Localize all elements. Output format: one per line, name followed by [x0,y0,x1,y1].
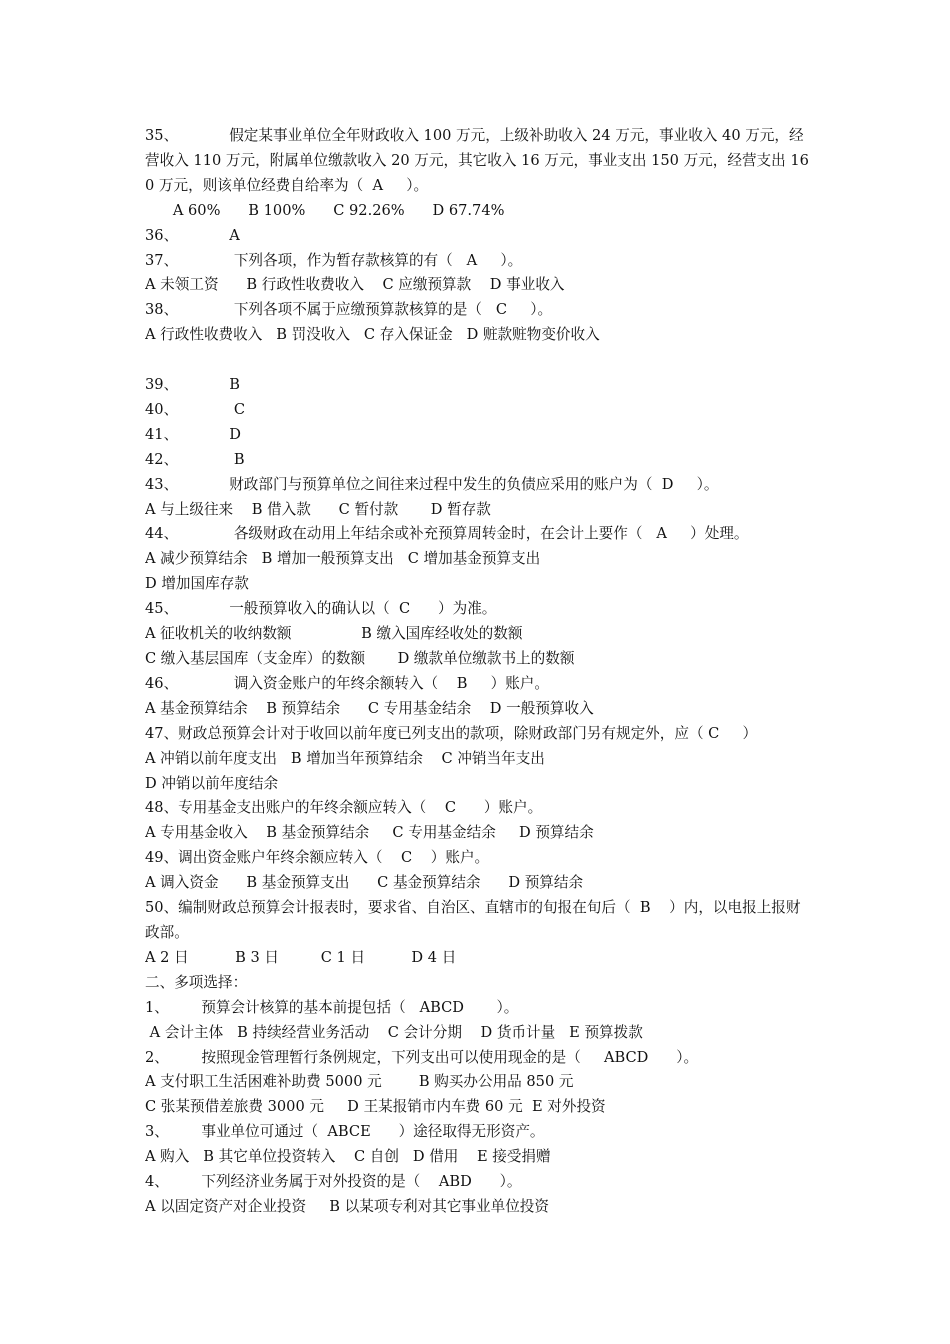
text-line: A 行政性收费收入 B 罚没收入 C 存入保证金 D 赃款赃物变价收入 [145,326,600,344]
text-line: 46、 调入资金账户的年终余额转入（ B ）账户。 [145,674,549,692]
text-line: 41、 D [145,425,241,443]
text-line: D 冲销以前年度结余 [145,774,279,792]
text-line: D 增加国库存款 [145,575,249,593]
text-line: A 未领工资 B 行政性收费收入 C 应缴预算款 D 事业收入 [145,276,565,294]
blank-line [145,348,813,373]
text-line: 42、 B [145,450,245,468]
text-line: A 2 日 B 3 日 C 1 日 D 4 日 [145,948,457,966]
document-body [145,124,813,1220]
text-line: 48、专用基金支出账户的年终余额应转入（ C ）账户。 [145,799,543,817]
text-line: A 60% B 100% C 92.26% D 67.74% [145,201,505,219]
text-line: 38、 下列各项不属于应缴预算款核算的是（ C ）。 [145,301,553,319]
text-line: A 专用基金收入 B 基金预算结余 C 专用基金结余 D 预算结余 [145,824,594,842]
text-line: 36、 A [145,226,240,244]
text-line: 2、 按照现金管理暂行条例规定，下列支出可以使用现金的是（ ABCD ）。 [145,1048,699,1066]
text-line: A 与上级往来 B 借入款 C 暂付款 D 暂存款 [145,500,491,518]
text-line: C 缴入基层国库（支金库）的数额 D 缴款单位缴款书上的数额 [145,650,575,668]
text-line: A 征收机关的收纳数额 B 缴入国库经收处的数额 [145,625,523,643]
text-line: C 张某预借差旅费 3000 元 D 王某报销市内车费 60 元 E 对外投资 [145,1098,606,1116]
text-line: 50、编制财政总预算会计报表时，要求省、自治区、直辖市的旬报在旬后（ B ）内，以电报上报财政部。 [145,899,801,941]
text-line: 3、 事业单位可通过（ ABCE ）途径取得无形资产。 [145,1123,545,1141]
text-line: 45、 一般预算收入的确认以（ C ）为准。 [145,600,497,618]
text-line: 44、 各级财政在动用上年结余或补充预算周转金时，在会计上要作（ A ）处理。 [145,525,749,543]
text-line: A 基金预算结余 B 预算结余 C 专用基金结余 D 一般预算收入 [145,699,594,717]
text-line: A 以固定资产对企业投资 B 以某项专利对其它事业单位投资 [145,1197,549,1215]
text-line: A 冲销以前年度支出 B 增加当年预算结余 C 冲销当年支出 [145,749,545,767]
text-line: A 减少预算结余 B 增加一般预算支出 C 增加基金预算支出 [145,550,541,568]
text-line: 43、 财政部门与预算单位之间往来过程中发生的负债应采用的账户为（ D ）。 [145,475,719,493]
text-line: 二、多项选择： [145,973,248,991]
text-line: 49、调出资金账户年终余额应转入（ C ）账户。 [145,849,490,867]
text-line: 35、 假定某事业单位全年财政收入 100 万元，上级补助收入 24 万元，事业收入 40 万元，经营收入 110 万元，附属单位缴款收入 20 万元，其它收入 16 万元，事业支出 150 万元，经营支出 160 万元，则该单位经费自给率为（ A ）。 [145,127,809,194]
text-line: 37、 下列各项，作为暂存款核算的有（ A ）。 [145,251,523,269]
text-line: A 调入资金 B 基金预算支出 C 基金预算结余 D 预算结余 [145,874,584,892]
text-line: 40、 C [145,400,245,418]
text-line: A 会计主体 B 持续经营业务活动 C 会计分期 D 货币计量 E 预算拨款 [145,1023,643,1041]
text-line: 1、 预算会计核算的基本前提包括（ ABCD ）。 [145,998,519,1016]
text-line: 4、 下列经济业务属于对外投资的是（ ABD ）。 [145,1173,522,1191]
text-line: A 购入 B 其它单位投资转入 C 自创 D 借用 E 接受捐赠 [145,1148,551,1166]
text-line: 47、财政总预算会计对于收回以前年度已列支出的款项，除财政部门另有规定外，应（ C ） [145,724,758,742]
text-line: A 支付职工生活困难补助费 5000 元 B 购买办公用品 850 元 [145,1073,574,1091]
text-line: 39、 B [145,376,240,394]
